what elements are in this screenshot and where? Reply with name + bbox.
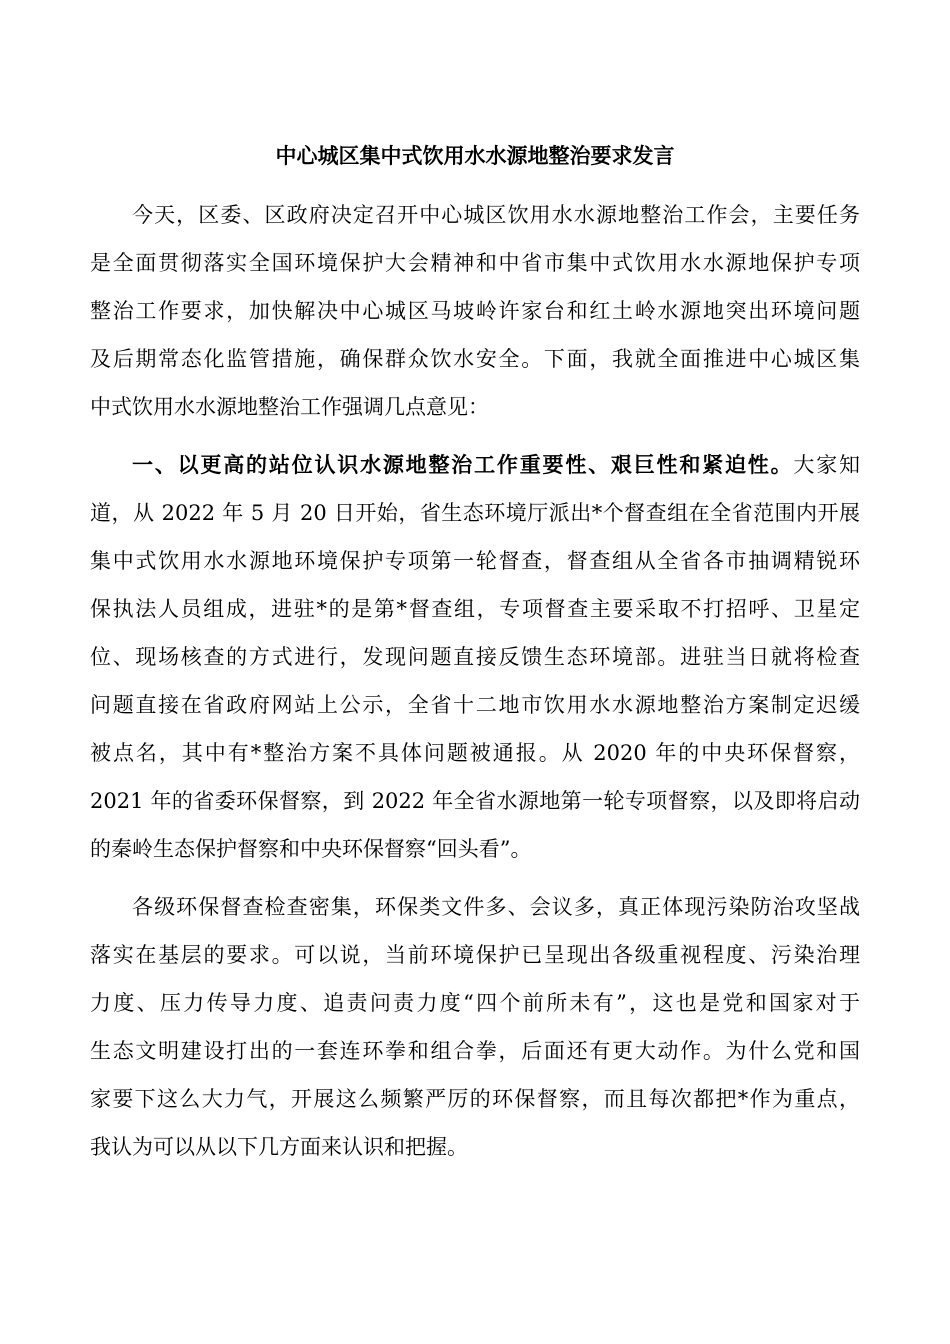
paragraph-2-lead-text: 大家知 — [793, 453, 861, 477]
document-title: 中心城区集中式饮用水水源地整治要求发言 — [275, 143, 675, 168]
section-heading: 一、以更高的站位认识水源地整治工作重要性、艰巨性和紧迫性。 — [132, 452, 794, 477]
paragraph-3-line-3: 力度、压力传导力度、追责问责力度“四个前所未有”，这也是党和国家对于 — [90, 991, 860, 1015]
paragraph-1-line-4: 及后期常态化监管措施，确保群众饮水安全。下面，我就全面推进中心城区集 — [90, 347, 860, 371]
paragraph-3-line-1: 各级环保督查检查密集，环保类文件多、会议多，真正体现污染防治攻坚战 — [132, 895, 860, 919]
paragraph-2-line-6: 问题直接在省政府网站上公示，全省十二地市饮用水水源地整治方案制定迟缓 — [90, 693, 860, 717]
paragraph-2-line-4: 保执法人员组成，进驻*的是第*督查组，专项督查主要采取不打招呼、卫星定 — [90, 597, 860, 621]
paragraph-1-line-1: 今天，区委、区政府决定召开中心城区饮用水水源地整治工作会，主要任务 — [132, 203, 860, 227]
paragraph-3-line-5: 家要下这么大力气，开展这么频繁严厉的环保督察，而且每次都把*作为重点， — [90, 1087, 860, 1111]
paragraph-2-line-3: 集中式饮用水水源地环境保护专项第一轮督查，督查组从全省各市抽调精锐环 — [90, 549, 860, 573]
paragraph-3-line-2: 落实在基层的要求。可以说，当前环境保护已呈现出各级重视程度、污染治理 — [90, 943, 860, 967]
paragraph-2-line-8: 2021 年的省委环保督察，到 2022 年全省水源地第一轮专项督察，以及即将启动 — [90, 789, 860, 813]
paragraph-1-line-3: 整治工作要求，加快解决中心城区马坡岭许家台和红土岭水源地突出环境问题 — [90, 299, 860, 323]
paragraph-2-line-9: 的秦岭生态保护督察和中央环保督察“回头看”。 — [90, 837, 532, 861]
paragraph-3-line-6: 我认为可以从以下几方面来认识和把握。 — [90, 1135, 468, 1159]
paragraph-2-line-7: 被点名，其中有*整治方案不具体问题被通报。从 2020 年的中央环保督察， — [90, 741, 860, 765]
paragraph-2-line-5: 位、现场核查的方式进行，发现问题直接反馈生态环境部。进驻当日就将检查 — [90, 645, 860, 669]
paragraph-1-line-5: 中式饮用水水源地整治工作强调几点意见： — [90, 395, 489, 419]
paragraph-2-line-2: 道，从 2022 年 5 月 20 日开始，省生态环境厅派出*个督查组在全省范围内开展 — [90, 501, 860, 525]
paragraph-3-line-4: 生态文明建设打出的一套连环拳和组合拳，后面还有更大动作。为什么党和国 — [90, 1039, 860, 1063]
paragraph-1-line-2: 是全面贯彻落实全国环境保护大会精神和中省市集中式饮用水水源地保护专项 — [90, 251, 860, 275]
paragraph-2-line-1 — [132, 450, 860, 480]
